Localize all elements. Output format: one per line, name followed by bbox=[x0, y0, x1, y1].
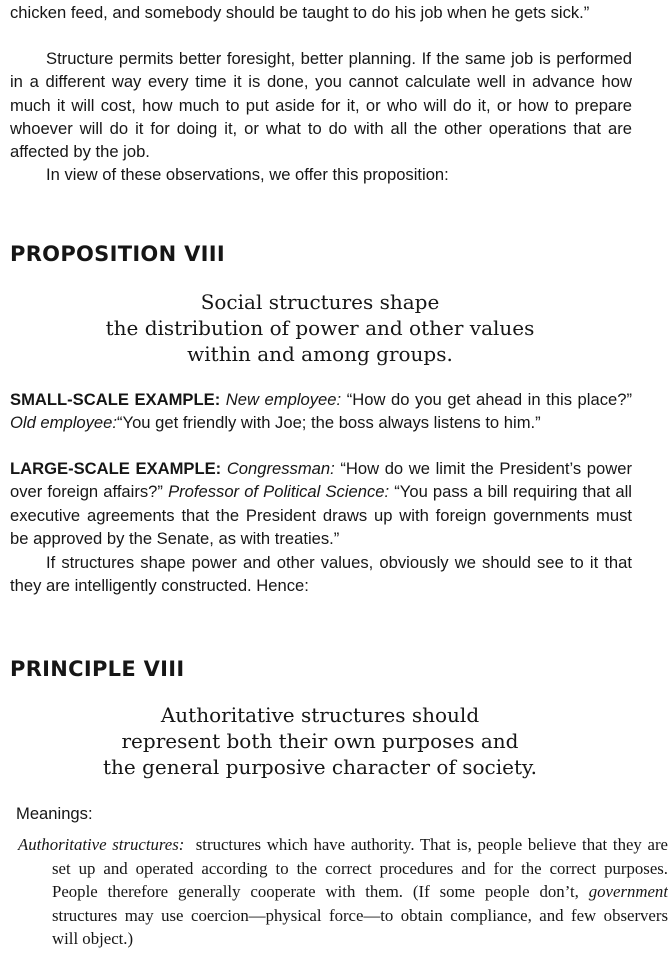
proposition-line: the distribution of power and other values bbox=[105, 316, 535, 340]
definition-authoritative-structures bbox=[18, 833, 668, 951]
small-example-label: SMALL-SCALE EXAMPLE: bbox=[10, 390, 221, 409]
definition-text-1: structures which have authority. That is, people believe that they are set up and operated according to the correct procedures and for the correct purposes. People therefore generally cooperate with them. (If some people don’t, bbox=[52, 835, 668, 901]
paragraph-hence: If structures shape power and other values, obviously we should see to it that they are intelligently constructed. Hence: bbox=[10, 553, 632, 596]
definition-text-2: structures may use coercion—physical force—to obtain compliance, and few observers will object.) bbox=[52, 905, 668, 948]
paragraph-transition: In view of these observations, we offer this proposition: bbox=[46, 165, 449, 184]
proposition-line: within and among groups. bbox=[187, 342, 453, 366]
large-example-speaker-1: Congressman: bbox=[226, 459, 335, 478]
small-example-speaker-2: Old employee: bbox=[10, 413, 117, 433]
definition-emphasis: government bbox=[588, 882, 668, 901]
small-example-speaker-1: New employee: bbox=[225, 390, 342, 409]
small-example-quote-1: “How do you get ahead in this place?” bbox=[346, 390, 632, 409]
proposition-statement bbox=[0, 289, 640, 367]
paragraph-structure-foresight: Structure permits better foresight, better planning. If the same job is performed in a different way every time it is done, you cannot calculate well in advance how much it will cost, how much to put aside for it, or who will do it, or how to prepare whoever will do it for doing it, or what to do with all the other operations that are affected by the job. bbox=[10, 49, 632, 162]
definition-term: Authoritative structures: bbox=[18, 835, 185, 854]
small-scale-example bbox=[10, 388, 632, 435]
meanings-label: Meanings: bbox=[16, 804, 93, 823]
small-example-quote-2: “You get friendly with Joe; the boss always listens to him.” bbox=[117, 413, 541, 433]
principle-line: represent both their own purposes and bbox=[121, 729, 519, 753]
principle-line: the general purposive character of society. bbox=[102, 755, 537, 779]
principle-line: Authoritative structures should bbox=[160, 703, 480, 727]
large-example-label: LARGE-SCALE EXAMPLE: bbox=[10, 459, 222, 478]
large-scale-example bbox=[10, 457, 632, 550]
paragraph-continuation: chicken feed, and somebody should be taught to do his job when he gets sick.” bbox=[10, 3, 590, 22]
large-example-speaker-2: Professor of Political Science: bbox=[168, 482, 390, 502]
large-example-quote-2: “You pass a bill requiring that all executive agreements that the President draws up with foreign governments must be approved by the Senate, as with treaties.” bbox=[10, 482, 632, 548]
proposition-heading: PROPOSITION VIII bbox=[10, 242, 225, 266]
principle-heading: PRINCIPLE VIII bbox=[10, 657, 185, 681]
principle-statement bbox=[0, 702, 640, 780]
proposition-line: Social structures shape bbox=[200, 290, 440, 314]
large-example-quote-1: “How do we limit the President’s power over foreign affairs?” bbox=[10, 459, 632, 502]
